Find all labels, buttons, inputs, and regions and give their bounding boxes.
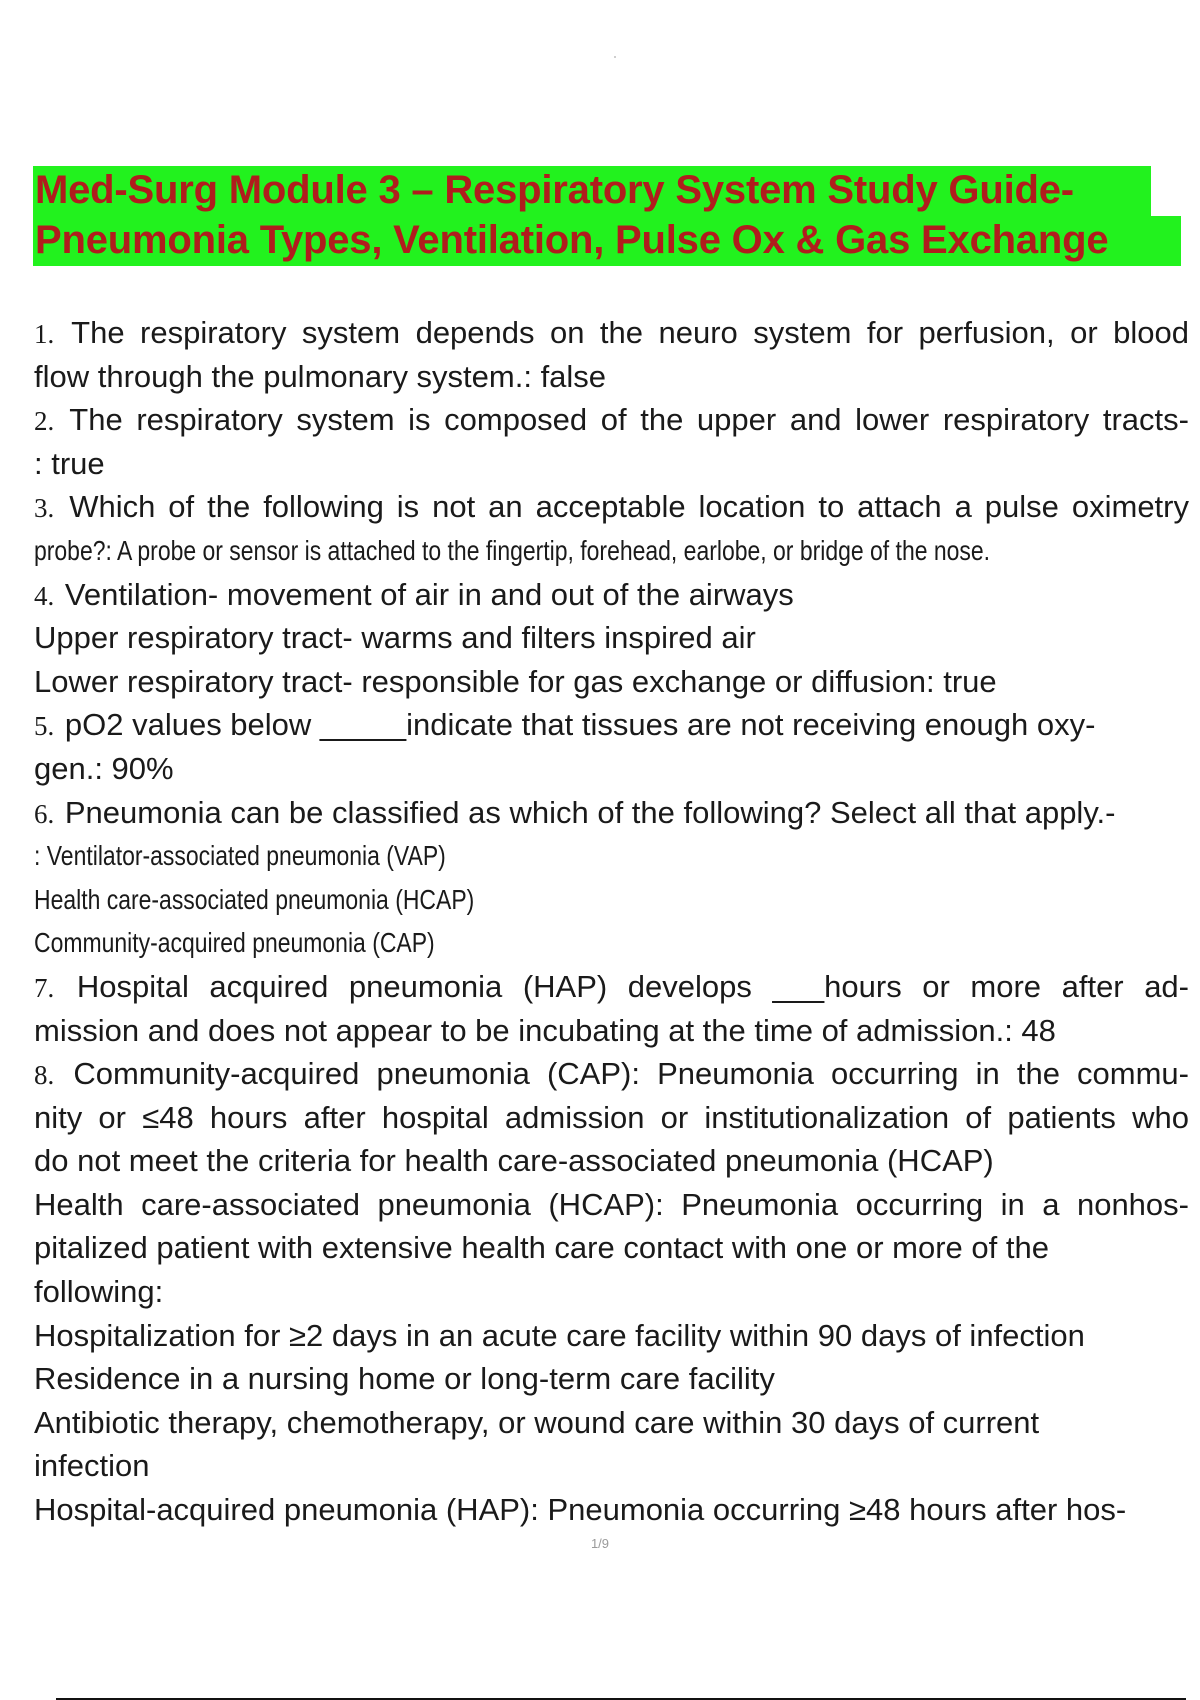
text-line: Antibiotic therapy, chemotherapy, or wound care within 30 days of current <box>34 1404 1040 1440</box>
text-line: Health care-associated pneumonia (HCAP): Pneumonia occurring in a nonhos- <box>34 1186 1189 1222</box>
text-line: Residence in a nursing home or long-term care facility <box>34 1361 775 1397</box>
text-line: gen.: 90% <box>34 750 174 786</box>
text-line: 3. Which of the following is not an acceptable location to attach a pulse oximetry <box>34 489 1189 525</box>
text-line: 1. The respiratory system depends on the neuro system for perfusion, or blood <box>34 315 1189 350</box>
text-line: 4. Ventilation- movement of air in and out of the airways <box>34 576 794 612</box>
text-line: flow through the pulmonary system.: false <box>34 358 607 394</box>
text-line: Health care-associated pneumonia (HCAP) <box>34 883 475 915</box>
text-line: : true <box>34 445 105 481</box>
text-line: 7. Hospital acquired pneumonia (HAP) develops ___hours or more after ad- <box>34 968 1189 1004</box>
text-line: infection <box>34 1448 150 1484</box>
text-line: pitalized patient with extensive health care contact with one or more of the <box>34 1230 1049 1266</box>
page-number: 1/9 <box>590 1536 610 1551</box>
text-line: 2. The respiratory system is composed of the upper and lower respiratory tracts- <box>34 402 1189 438</box>
document-title <box>33 166 1183 266</box>
text-line: Community-acquired pneumonia (CAP) <box>34 927 435 959</box>
title-line-2: Pneumonia Types, Ventilation, Pulse Ox & Gas Exchange <box>33 216 1181 266</box>
scan-artifact-dot <box>614 56 616 58</box>
text-line: Upper respiratory tract- warms and filters inspired air <box>34 620 756 656</box>
text-line: nity or ≤48 hours after hospital admission or institutionalization of patients who <box>34 1099 1189 1135</box>
text-line: 8. Community-acquired pneumonia (CAP): Pneumonia occurring in the commu- <box>34 1056 1189 1092</box>
text-line: following: <box>34 1274 164 1310</box>
text-line: Lower respiratory tract- responsible for gas exchange or diffusion: true <box>34 663 997 699</box>
text-line: 5. pO2 values below _____indicate that tissues are not receiving enough oxy- <box>34 707 1096 743</box>
text-line: 6. Pneumonia can be classified as which of the following? Select all that apply.- <box>34 794 1116 830</box>
study-guide-body <box>34 311 1194 1532</box>
text-line: Hospital-acquired pneumonia (HAP): Pneumonia occurring ≥48 hours after hos- <box>34 1492 1127 1528</box>
text-line: do not meet the criteria for health care-associated pneumonia (HCAP) <box>34 1143 994 1179</box>
text-line: probe?: A probe or sensor is attached to the fingertip, forehead, earlobe, or bridge of the nose. <box>34 534 991 566</box>
text-line: Hospitalization for ≥2 days in an acute care facility within 90 days of infection <box>34 1317 1085 1353</box>
text-line: mission and does not appear to be incubating at the time of admission.: 48 <box>34 1012 1056 1048</box>
title-line-1: Med-Surg Module 3 – Respiratory System Study Guide- <box>33 166 1151 216</box>
text-line: : Ventilator-associated pneumonia (VAP) <box>34 840 446 872</box>
